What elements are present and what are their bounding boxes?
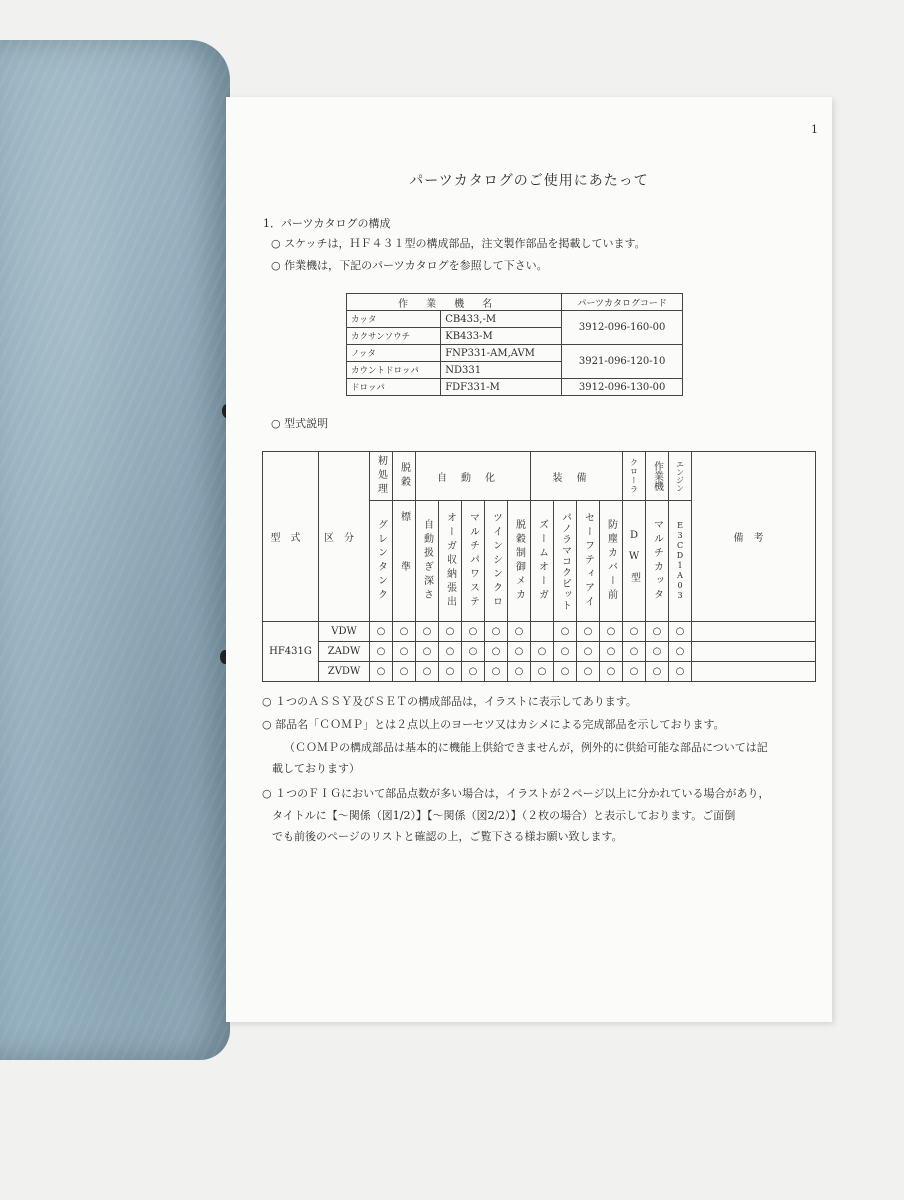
spec-mark: ○ bbox=[508, 662, 531, 682]
spec-header-dakkoku: 脱穀 bbox=[393, 452, 416, 501]
spec-header-equip: 装備 bbox=[531, 452, 623, 501]
spec-mark: ○ bbox=[577, 642, 600, 662]
catalog-machine: ドロッパ bbox=[347, 379, 441, 396]
spec-mark: ○ bbox=[600, 622, 623, 642]
spec-class-cell: VDW bbox=[319, 622, 370, 642]
spec-header-work: 作業機 bbox=[646, 452, 669, 501]
catalog-machine: カッタ bbox=[347, 311, 441, 328]
bullet-catalog: ○ 作業機は，下記のパーツカタログを参照して下さい。 bbox=[271, 259, 548, 272]
catalog-model: CB433,-M bbox=[441, 311, 562, 328]
spec-mark: ○ bbox=[669, 642, 692, 662]
spec-header-note: 備考 bbox=[692, 452, 816, 622]
note-fig-detail: タイトルに【～関係（図1/2）】【～関係（図2/2）】（２枚の場合）と表示しております。ご面倒 bbox=[272, 809, 736, 822]
spec-mark: ○ bbox=[531, 662, 554, 682]
spec-table bbox=[262, 451, 816, 682]
spec-mark: ○ bbox=[462, 622, 485, 642]
spec-note-cell bbox=[692, 622, 816, 642]
document-page bbox=[226, 97, 832, 1022]
note-fig-detail-cont: でも前後のページのリストと確認の上，ご覧下さる様お願い致します。 bbox=[272, 830, 623, 843]
spec-mark: ○ bbox=[577, 662, 600, 682]
catalog-model: KB433-M bbox=[441, 328, 562, 345]
spec-header-engine: エンジン bbox=[669, 452, 692, 501]
catalog-machine: カクサンソウチ bbox=[347, 328, 441, 345]
section-heading: 1．パーツカタログの構成 bbox=[263, 217, 391, 230]
spec-mark: ○ bbox=[508, 622, 531, 642]
spec-mark: ○ bbox=[531, 642, 554, 662]
spec-mark: ○ bbox=[646, 622, 669, 642]
catalog-machine: カウントドロッパ bbox=[347, 362, 441, 379]
spec-mark: ○ bbox=[485, 622, 508, 642]
catalog-model: ND331 bbox=[441, 362, 562, 379]
spec-header-model: 型式 bbox=[263, 452, 319, 622]
page-number: 1 bbox=[811, 123, 818, 136]
spec-mark: ○ bbox=[393, 642, 416, 662]
spec-mark: ○ bbox=[416, 662, 439, 682]
spec-equip-col: 防塵カバー前 bbox=[600, 501, 623, 622]
catalog-header-machine: 作業機名 bbox=[347, 294, 562, 311]
spec-note-cell bbox=[692, 642, 816, 662]
spec-auto-col: 自動扱ぎ深さ bbox=[416, 501, 439, 622]
note-comp: ○ 部品名「ＣＯＭＰ」とは２点以上のヨーセツ又はカシメによる完成部品を示しております。 bbox=[262, 718, 725, 731]
spec-mark: ○ bbox=[393, 622, 416, 642]
book-cover bbox=[0, 40, 230, 1060]
spec-mark: ○ bbox=[577, 622, 600, 642]
spec-header-crawler: クローラ bbox=[623, 452, 646, 501]
catalog-table bbox=[346, 293, 683, 396]
spec-model-cell: HF431G bbox=[263, 622, 319, 682]
spec-mark: ○ bbox=[462, 642, 485, 662]
spec-mark: ○ bbox=[370, 622, 393, 642]
catalog-code: 3912-096-130-00 bbox=[562, 379, 683, 396]
spec-mark: ○ bbox=[370, 642, 393, 662]
spec-sub-engine: E3CD1A03 bbox=[669, 501, 692, 622]
spec-mark: ○ bbox=[439, 662, 462, 682]
spec-header-auto: 自動化 bbox=[416, 452, 531, 501]
spec-sub-crawler: DW型 bbox=[623, 501, 646, 622]
spec-mark: ○ bbox=[600, 642, 623, 662]
cover-texture bbox=[0, 40, 230, 1060]
spec-sub-dakkoku: 標準 bbox=[393, 501, 416, 622]
note-fig: ○ １つのＦＩＧにおいて部品点数が多い場合は，イラストが２ページ以上に分かれている場合があり， bbox=[262, 787, 770, 800]
spec-header-class: 区分 bbox=[319, 452, 370, 622]
note-comp-detail: （ＣＯＭＰの構成部品は基本的に機能上供給できませんが，例外的に供給可能な部品については記 bbox=[284, 741, 768, 754]
spec-mark: ○ bbox=[646, 662, 669, 682]
spec-mark: ○ bbox=[554, 642, 577, 662]
spec-mark: ○ bbox=[485, 662, 508, 682]
spec-auto-col: オーガ収納張出 bbox=[439, 501, 462, 622]
spec-mark: ○ bbox=[439, 622, 462, 642]
spec-equip-col: パノラマコクピット bbox=[554, 501, 577, 622]
spec-mark: ○ bbox=[646, 642, 669, 662]
spec-note-cell bbox=[692, 662, 816, 682]
catalog-code: 3921-096-120-10 bbox=[562, 345, 683, 379]
spec-auto-col: 脱穀制御メカ bbox=[508, 501, 531, 622]
catalog-model: FDF331-M bbox=[441, 379, 562, 396]
note-comp-detail-cont: 載しております） bbox=[272, 762, 360, 775]
spec-auto-col: ツインシンクロ bbox=[485, 501, 508, 622]
spec-sub-work: マルチカッタ bbox=[646, 501, 669, 622]
catalog-header-code: パーツカタログコード bbox=[562, 294, 683, 311]
type-heading: ○ 型式説明 bbox=[271, 417, 329, 430]
spec-mark: ○ bbox=[623, 662, 646, 682]
spec-equip-col: セーフティアイ bbox=[577, 501, 600, 622]
spec-mark: ○ bbox=[370, 662, 393, 682]
spec-mark: ○ bbox=[439, 642, 462, 662]
spec-mark: ○ bbox=[462, 662, 485, 682]
spec-mark: ○ bbox=[623, 642, 646, 662]
spec-auto-col: マルチパワステ bbox=[462, 501, 485, 622]
bullet-sketch: ○ スケッチは，ＨＦ４３１型の構成部品，注文製作部品を掲載しています。 bbox=[271, 237, 646, 250]
spec-mark bbox=[531, 622, 554, 642]
spec-mark: ○ bbox=[393, 662, 416, 682]
spec-sub-bousei: グレンタンク bbox=[370, 501, 393, 622]
page-title: パーツカタログのご使用にあたって bbox=[409, 173, 649, 189]
spec-mark: ○ bbox=[416, 642, 439, 662]
spec-equip-col: ズームオーガ bbox=[531, 501, 554, 622]
spec-mark: ○ bbox=[554, 622, 577, 642]
spec-mark: ○ bbox=[485, 642, 508, 662]
spec-mark: ○ bbox=[508, 642, 531, 662]
spec-mark: ○ bbox=[600, 662, 623, 682]
spec-class-cell: ZVDW bbox=[319, 662, 370, 682]
spec-mark: ○ bbox=[669, 622, 692, 642]
spec-class-cell: ZADW bbox=[319, 642, 370, 662]
note-assy: ○ １つのＡＳＳＹ及びＳＥＴの構成部品は，イラストに表示してあります。 bbox=[262, 695, 637, 708]
catalog-model: FNP331-AM,AVM bbox=[441, 345, 562, 362]
spec-mark: ○ bbox=[416, 622, 439, 642]
catalog-machine: ノッタ bbox=[347, 345, 441, 362]
spec-mark: ○ bbox=[554, 662, 577, 682]
spec-mark: ○ bbox=[623, 622, 646, 642]
spec-header-bousei: 籾処理 bbox=[370, 452, 393, 501]
catalog-code: 3912-096-160-00 bbox=[562, 311, 683, 345]
spec-mark: ○ bbox=[669, 662, 692, 682]
